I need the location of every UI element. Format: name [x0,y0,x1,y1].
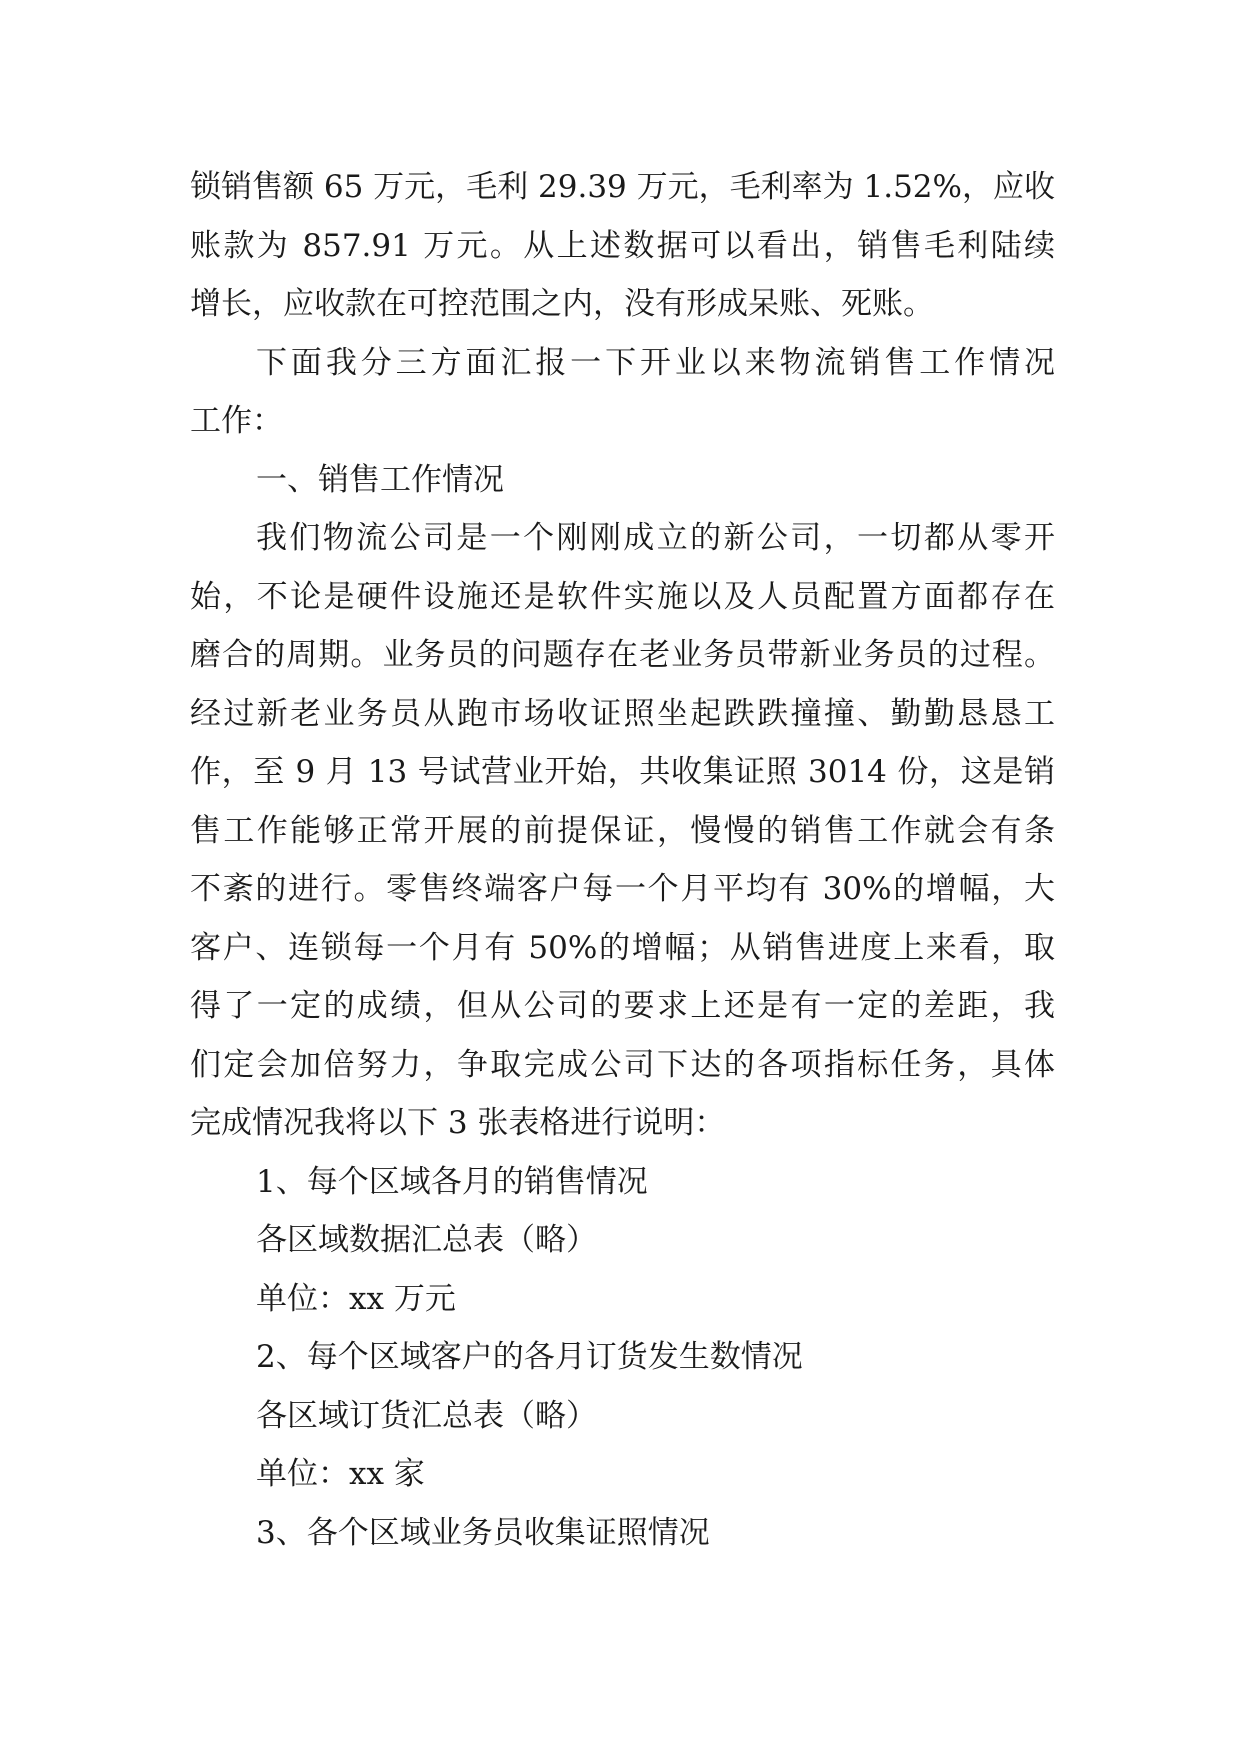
text-line: 下面我分三方面汇报一下开业以来物流销售工作情况 [256,344,1055,381]
text-line: 作，至 9 月 13 号试营业开始，共收集证照 3014 份，这是销 [190,754,1055,790]
text-line: 账款为 857.91 万元。从上述数据可以看出，销售毛利陆续 [190,227,1055,264]
list-item: 3、各个区域业务员收集证照情况 [256,1514,710,1551]
list-item: 2、每个区域客户的各月订货发生数情况 [256,1339,803,1375]
text-line: 始，不论是硬件设施还是软件实施以及人员配置方面都存在 [190,578,1055,615]
text-line: 得了一定的成绩，但从公司的要求上还是有一定的差距，我 [190,988,1055,1024]
list-item: 1、每个区域各月的销售情况 [256,1163,648,1200]
text-line: 客户、连锁每一个月有 50%的增幅；从销售进度上来看，取 [190,929,1055,966]
unit-label: 单位：xx 万元 [256,1280,456,1317]
table-caption: 各区域数据汇总表（略） [256,1222,597,1258]
text-line: 不紊的进行。零售终端客户每一个月平均有 30%的增幅，大 [190,871,1055,907]
text-line: 工作： [190,403,283,439]
text-line: 们定会加倍努力，争取完成公司下达的各项指标任务，具体 [190,1046,1055,1083]
text-line: 锁销售额 65 万元，毛利 29.39 万元，毛利率为 1.52%，应收 [190,169,1055,205]
text-line: 售工作能够正常开展的前提保证，慢慢的销售工作就会有条 [190,812,1055,849]
unit-label: 单位：xx 家 [256,1456,425,1492]
text-line: 磨合的周期。业务员的问题存在老业务员带新业务员的过程。 [190,637,1055,673]
section-heading: 一、销售工作情况 [256,461,504,498]
text-line: 完成情况我将以下 3 张表格进行说明： [190,1105,726,1141]
text-line: 增长，应收款在可控范围之内，没有形成呆账、死账。 [190,286,934,322]
table-caption: 各区域订货汇总表（略） [256,1397,597,1434]
text-line: 我们物流公司是一个刚刚成立的新公司，一切都从零开 [256,520,1055,556]
document-body [190,158,1055,1562]
text-line: 经过新老业务员从跑市场收证照坐起跌跌撞撞、勤勤恳恳工 [190,695,1055,732]
